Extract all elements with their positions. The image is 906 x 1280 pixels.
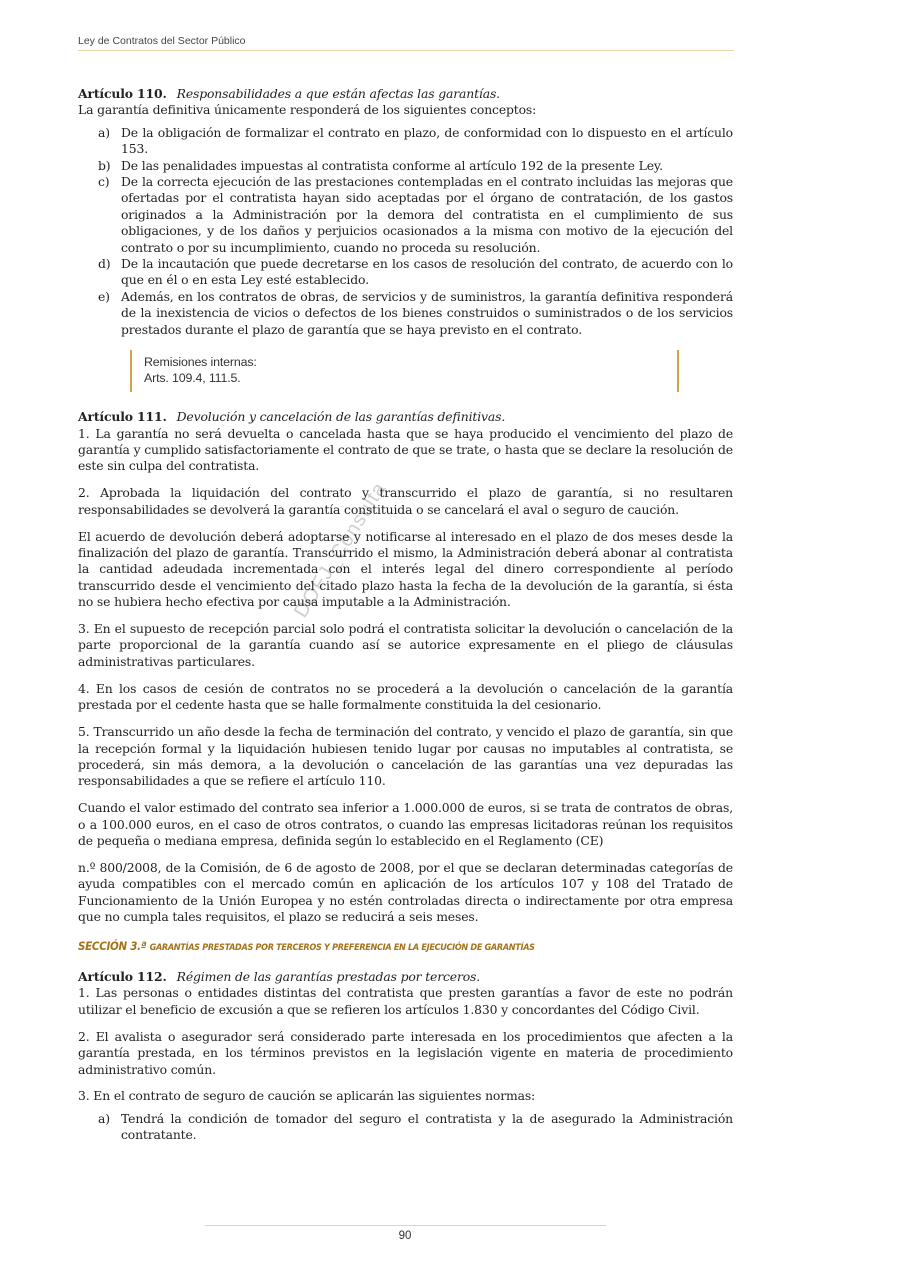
running-header: Ley de Contratos del Sector Público (78, 35, 734, 51)
list-letter: b) (98, 157, 111, 173)
list-letter: d) (98, 256, 111, 272)
remisiones-refs: Arts. 109.4, 111.5. (144, 371, 241, 386)
paragraph: 1. La garantía no será devuelta o cancelada hasta que se haya producido el vencimiento del plazo de garantía y cumplido satisfactoriamente el contrato de que se trate, o hasta que se declare la resolución de este sin culpa del contratista. (78, 425, 733, 474)
article-110-label: Artículo 110. (78, 86, 167, 101)
list-text: Además, en los contratos de obras, de servicios y de suministros, la garantía definitiva responderá de la inexistencia de vicios o defectos de los bienes construidos o suministrados o de los servicios prestados durante el plazo de garantía que se haya previsto en el contrato. (121, 288, 733, 337)
paragraph: 1. Las personas o entidades distintas del contratista que presten garantías a favor de este no podrán utilizar el beneficio de excusión a que se refieren los artículos 1.830 y concordantes del Código Civil. (78, 985, 733, 1017)
article-111-title (78, 409, 733, 425)
paragraph: 2. El avalista o asegurador será considerado parte interesada en los procedimientos que afecten a la garantía prestada, en los términos previstos en la legislación vigente en materia de procedimiento administrativo común. (78, 1028, 733, 1077)
footer-divider (205, 1225, 606, 1226)
article-112-list (78, 1111, 733, 1144)
list-text: Tendrá la condición de tomador del seguro el contratista y la de asegurado la Administración contratante. (121, 1110, 733, 1143)
list-item (78, 125, 733, 158)
article-112-heading: Régimen de las garantías prestadas por terceros. (176, 968, 481, 984)
article-112-label: Artículo 112. (78, 968, 167, 984)
list-item (78, 256, 733, 289)
list-item (78, 1111, 733, 1144)
watermark: DOFJ_Consulta (290, 478, 391, 622)
remisiones-box (130, 350, 679, 392)
list-item (78, 174, 733, 256)
article-110-title (78, 86, 733, 102)
page-number: 90 (398, 1230, 412, 1242)
list-item (78, 289, 733, 338)
article-110-heading: Responsabilidades a que están afectas las garantías. (176, 86, 500, 101)
section-label: SECCIÓN 3.ª (78, 938, 147, 953)
paragraph: n.º 800/2008, de la Comisión, de 6 de agosto de 2008, por el que se declaran determinadas categorías de ayuda compatibles con el mercado común en aplicación de los artículos 107 y 108 del Tratado de Funcionamiento de la Unión Europea y no estén controladas directa o indirectamente por otra empresa que no cumpla tales requisitos, el plazo se reducirá a seis meses. (78, 859, 733, 925)
page-content (78, 86, 733, 1144)
article-110-intro: La garantía definitiva únicamente responderá de los siguientes conceptos: (78, 102, 537, 118)
article-111-label: Artículo 111. (78, 409, 167, 425)
list-text: De la obligación de formalizar el contrato en plazo, de conformidad con lo dispuesto en el artículo 153. (121, 124, 733, 157)
list-letter: a) (98, 1110, 110, 1126)
remisiones-label: Remisiones internas: (144, 355, 257, 370)
paragraph: 2. Aprobada la liquidación del contrato y transcurrido el plazo de garantía, si no resultaren responsabilidades se devolverá la garantía constituida o se cancelará el aval o seguro de caución. (78, 485, 733, 517)
article-112-title (78, 969, 733, 985)
paragraph: 5. Transcurrido un año desde la fecha de terminación del contrato, y vencido el plazo de garantía, sin que la recepción formal y la liquidación hubiesen tenido lugar por causas no imputables al contratista, se procederá, sin más demora, a la devolución o cancelación de las garantías una vez depuradas las responsabilidades a que se refiere el artículo 110. (78, 724, 733, 789)
list-letter: c) (98, 174, 110, 190)
list-text: De las penalidades impuestas al contratista conforme al artículo 192 de la presente Ley. (121, 157, 663, 173)
list-letter: a) (98, 124, 110, 140)
paragraph: Cuando el valor estimado del contrato sea inferior a 1.000.000 de euros, si se trata de contratos de obras, o a 100.000 euros, en el caso de otros contratos, o cuando las empresas licitadoras reúnan los requisitos de pequeña o mediana empresa, definida según lo establecido en el Reglamento (CE) (78, 800, 733, 849)
article-111-heading: Devolución y cancelación de las garantías definitivas. (176, 409, 506, 425)
list-item (78, 158, 733, 174)
section-heading (78, 938, 733, 956)
list-text: De la correcta ejecución de las prestaciones contempladas en el contrato incluidas las mejoras que ofertadas por el contratista hayan sido aceptadas por el órgano de contratación, de los gastos originados a la Administración por la demora del contratista en el cumplimiento de sus obligaciones, y de los daños y perjuicios ocasionados a la misma con motivo de la ejecución del contrato o por su incumplimiento, cuando no proceda su resolución. (121, 174, 733, 255)
list-text: De la incautación que puede decretarse en los casos de resolución del contrato, de acuerdo con lo que en él o en esta Ley esté establecido. (121, 256, 733, 288)
paragraph: 3. En el contrato de seguro de caución se aplicarán las siguientes normas: (78, 1088, 536, 1104)
section-title: GARANTÍAS PRESTADAS POR TERCEROS Y PREFERENCIA EN LA EJECUCIÓN DE GARANTÍAS (149, 942, 535, 953)
paragraph: 3. En el supuesto de recepción parcial solo podrá el contratista solicitar la devolución o cancelación de la parte proporcional de la garantía cuando así se autorice expresamente en el pliego de cláusulas administrativas particulares. (78, 621, 733, 669)
article-110-list (78, 125, 733, 338)
paragraph: 4. En los casos de cesión de contratos no se procederá a la devolución o cancelación de la garantía prestada por el cedente hasta que se halle formalmente constituida la del cesionario. (78, 680, 733, 713)
paragraph: El acuerdo de devolución deberá adoptarse y notificarse al interesado en el plazo de dos meses desde la finalización del plazo de garantía. Transcurrido el mismo, la Administración deberá abonar al contratista la cantidad adeudada incrementada con el interés legal del dinero correspondiente al período transcurrido desde el vencimiento del citado plazo hasta la fecha de la devolución de la garantía, si ésta no se hubiera hecho efectiva por causa imputable a la Administración. (78, 528, 733, 610)
list-letter: e) (98, 288, 110, 304)
